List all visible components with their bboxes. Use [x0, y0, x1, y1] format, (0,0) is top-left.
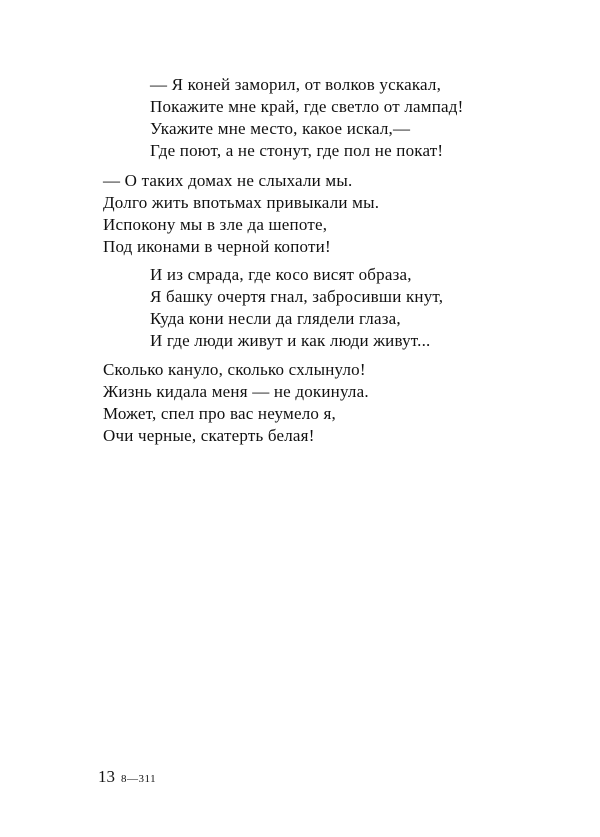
poem-line: Укажите мне место, какое искал,— [150, 119, 411, 138]
poem-line: Под иконами в черной копоти! [103, 237, 331, 256]
poem-line: И из смрада, где косо висят образа, [150, 265, 412, 284]
poem-line: Я башку очертя гнал, забросивши кнут, [150, 287, 444, 306]
stanza-2 [103, 170, 379, 258]
poem-line: Куда кони несли да глядели глаза, [150, 309, 401, 328]
poem-line: Очи черные, скатерть белая! [103, 426, 315, 445]
stanza-4 [103, 359, 369, 447]
poem-line: И где люди живут и как люди живут... [150, 331, 431, 350]
stanza-3 [150, 264, 443, 352]
poem-line: Жизнь кидала меня — не докинула. [103, 382, 369, 401]
poem-line: — О таких домах не слыхали мы. [103, 171, 353, 190]
poem-line: — Я коней заморил, от волков ускакал, [150, 75, 442, 94]
poem-line: Долго жить впотьмах привыкали мы. [103, 193, 380, 212]
poem-line: Может, спел про вас неумело я, [103, 404, 337, 423]
printer-signature: 8—311 [121, 773, 157, 785]
poem-line: Где поют, а не стонут, где пол не покат! [150, 141, 444, 160]
stanza-1 [150, 74, 463, 162]
poem-line: Сколько кануло, сколько схлынуло! [103, 360, 366, 379]
poem-line: Покажите мне край, где светло от лампад! [150, 97, 464, 116]
page-number: 13 [98, 767, 115, 786]
poem-line: Испокону мы в зле да шепоте, [103, 215, 328, 234]
page-footer [98, 767, 156, 789]
